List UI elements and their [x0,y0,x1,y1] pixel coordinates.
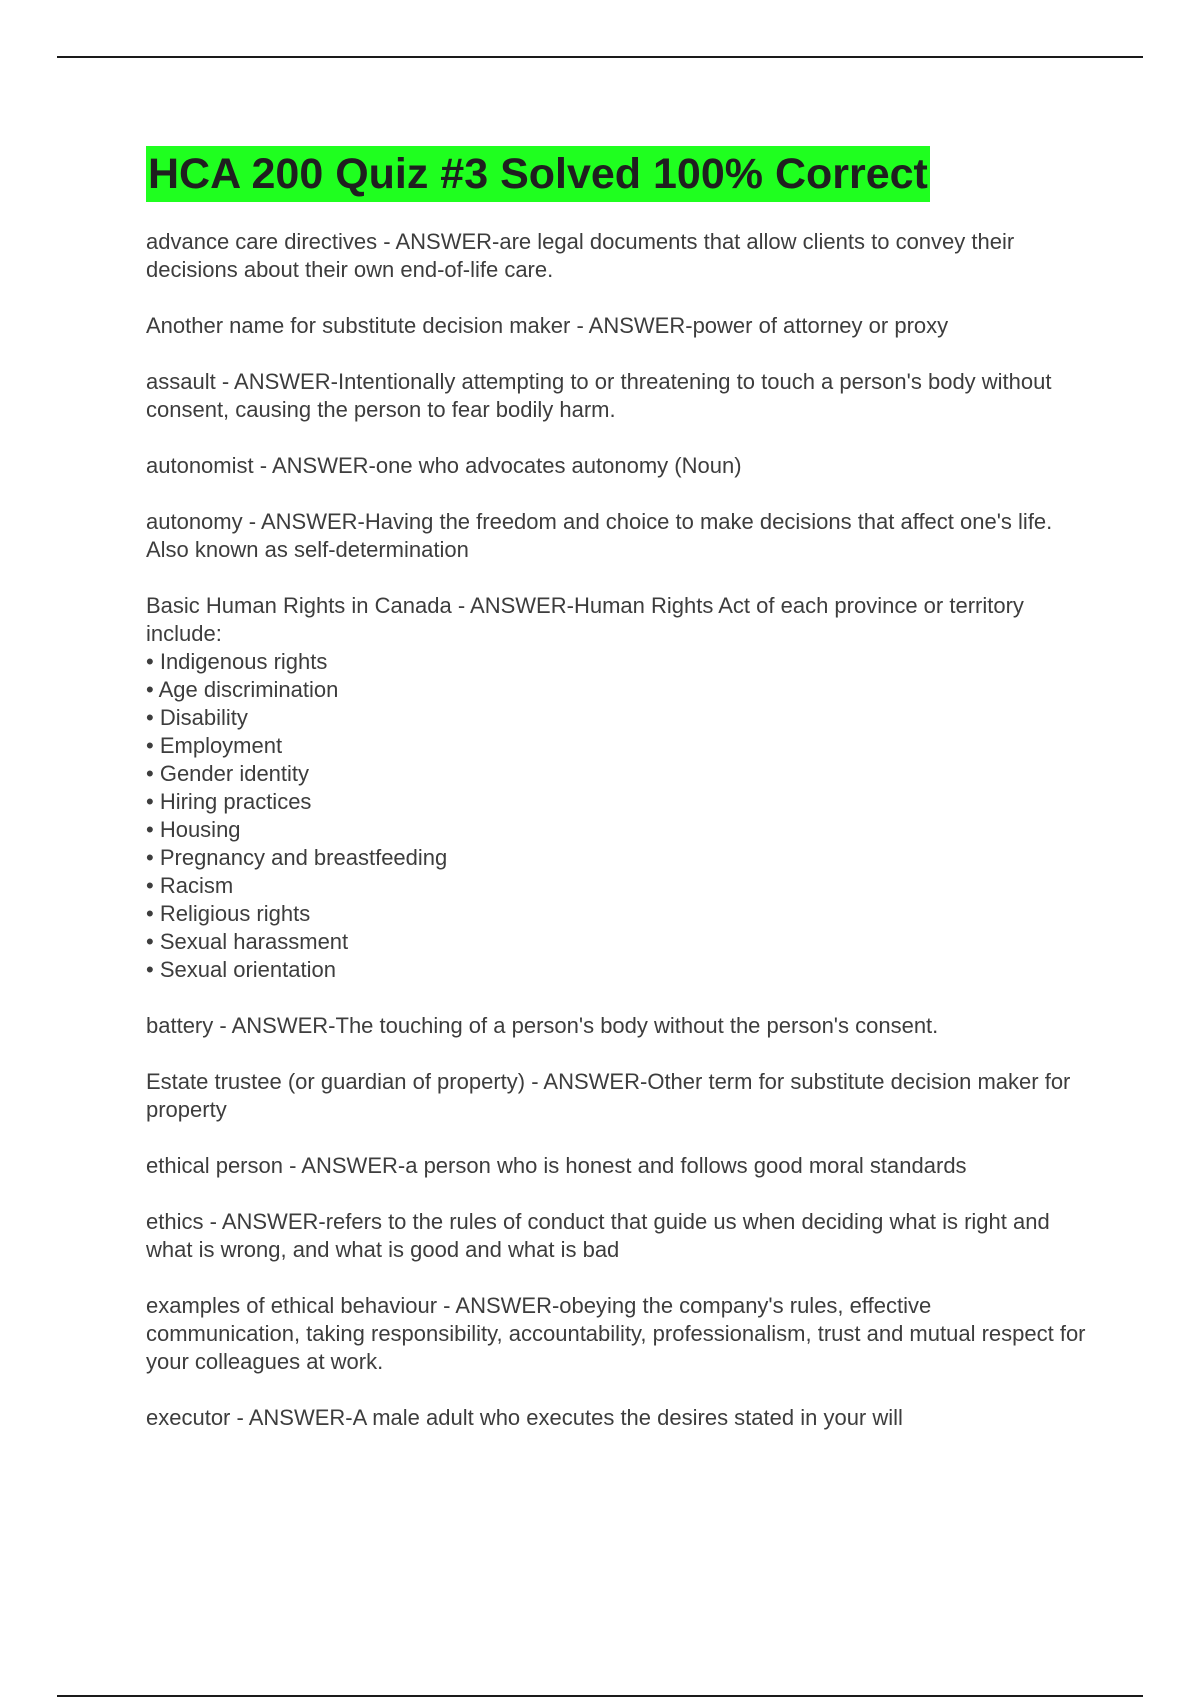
answer-separator: - ANSWER- [570,313,693,338]
rights-bullet-list [146,648,1086,984]
entry-answer: Having the freedom and choice to make decisions that affect one's life. Also known as self-determination [146,509,1053,562]
qa-entry [146,368,1086,424]
list-item [146,844,1086,872]
entry-answer: The touching of a person's body without the person's consent. [335,1013,939,1038]
entry-answer: power of attorney or proxy [692,313,949,338]
list-item-text: Sexual orientation [159,957,336,982]
qa-entry [146,228,1086,284]
entry-term: autonomist [146,453,254,478]
list-item [146,704,1086,732]
list-item [146,676,1086,704]
qa-entry [146,312,1086,340]
entry-answer: Other term for substitute decision maker for property [146,1069,1071,1122]
entry-term: Estate trustee (or guardian of property) [146,1069,526,1094]
list-item-text: Religious rights [159,901,311,926]
entry-term: advance care directives [146,229,378,254]
list-item [146,732,1086,760]
qa-entry [146,1152,1086,1180]
answer-separator: - ANSWER- [377,229,500,254]
list-item [146,648,1086,676]
list-item-text: Age discrimination [158,677,339,702]
qa-entry [146,1404,1086,1432]
bullet-glyph: • [146,677,159,702]
qa-entry [146,1068,1086,1124]
entry-term: autonomy [146,509,243,534]
bullet-glyph: • [146,705,160,730]
list-item-text: Disability [159,705,248,730]
answer-separator: - ANSWER- [230,1405,353,1430]
qa-entry [146,1292,1086,1376]
qa-entry [146,452,1086,480]
list-item [146,872,1086,900]
answer-separator: - ANSWER- [282,1153,406,1178]
answer-separator: - ANSWER- [213,1013,336,1038]
entry-term: examples of ethical behaviour [146,1293,438,1318]
bullet-glyph: • [146,817,160,842]
entry-term: Another name for substitute decision maker [146,313,571,338]
list-item-text: Indigenous rights [159,649,328,674]
answer-separator: - ANSWER- [525,1069,648,1094]
qa-entry [146,1208,1086,1264]
entry-term: assault [146,369,216,394]
list-item [146,900,1086,928]
qa-entry [146,508,1086,564]
entry-answer: refers to the rules of conduct that guide us when deciding what is right and what is wrong, and what is good and what is bad [146,1209,1050,1262]
bullet-glyph: • [146,649,160,674]
bullet-glyph: • [146,901,160,926]
list-item-text: Housing [159,817,241,842]
bullet-glyph: • [146,761,160,786]
entry-answer: Intentionally attempting to or threatening to touch a person's body without consent, causing the person to fear bodily harm. [146,369,1052,422]
answer-separator: - ANSWER- [451,593,574,618]
list-item [146,760,1086,788]
list-item-text: Pregnancy and breastfeeding [159,845,448,870]
top-rule [57,56,1143,58]
answer-separator: - ANSWER- [242,509,365,534]
qa-list [146,228,1086,1432]
bullet-glyph: • [146,929,160,954]
bullet-glyph: • [146,957,160,982]
list-item-text: Gender identity [159,761,310,786]
entry-answer: are legal documents that allow clients to convey their decisions about their own end-of-life care. [146,229,1015,282]
list-item [146,956,1086,984]
entry-term: battery [146,1013,214,1038]
list-item-text: Sexual harassment [159,929,349,954]
entry-answer: obeying the company's rules, effective communication, taking responsibility, accountability, professionalism, trust and mutual respect for your colleagues at work. [146,1293,1086,1374]
entry-term: ethical person [146,1153,283,1178]
answer-separator: - ANSWER- [215,369,338,394]
list-item-text: Hiring practices [159,789,312,814]
list-item-text: Racism [159,873,234,898]
bullet-glyph: • [146,789,160,814]
list-item [146,788,1086,816]
bullet-glyph: • [146,733,160,758]
bullet-glyph: • [146,873,160,898]
list-item-text: Employment [159,733,283,758]
document-title: HCA 200 Quiz #3 Solved 100% Correct [146,146,930,202]
qa-entry [146,1012,1086,1040]
answer-separator: - ANSWER- [437,1293,560,1318]
bottom-rule [57,1695,1143,1697]
entry-answer: a person who is honest and follows good moral standards [405,1153,967,1178]
entry-answer: Human Rights Act of each province or territory include: [146,593,1024,646]
answer-separator: - ANSWER- [253,453,376,478]
qa-entry [146,592,1086,984]
document-body [146,146,1086,1460]
entry-term: ethics [146,1209,204,1234]
entry-term: executor [146,1405,231,1430]
list-item [146,928,1086,956]
entry-answer: A male adult who executes the desires stated in your will [352,1405,903,1430]
entry-term: Basic Human Rights in Canada [146,593,452,618]
bullet-glyph: • [146,845,160,870]
list-item [146,816,1086,844]
answer-separator: - ANSWER- [203,1209,326,1234]
entry-answer: one who advocates autonomy (Noun) [375,453,742,478]
